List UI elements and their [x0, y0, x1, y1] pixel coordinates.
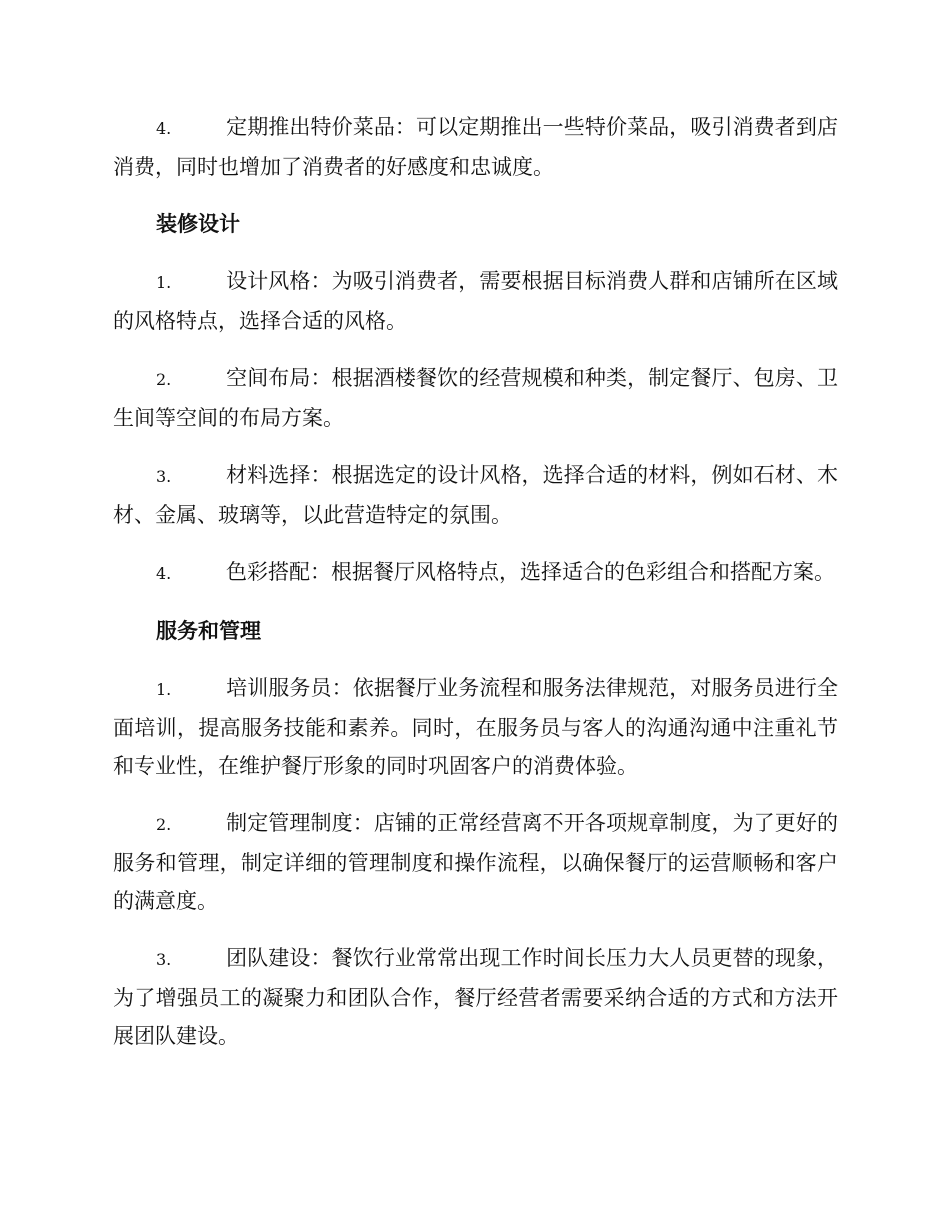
- item-number: 4.: [156, 564, 172, 583]
- item-text: 制定管理制度：店铺的正常经营离不开各项规章制度，为了更好的服务和管理，制定详细的管理制度和操作流程，以确保餐厅的运营顺畅和客户的满意度。: [113, 811, 838, 913]
- item-number: 1.: [156, 680, 172, 699]
- item-text: 团队建设：餐饮行业常常出现工作时间长压力大人员更替的现象，为了增强员工的凝聚力和团队合作，餐厅经营者需要采纳合适的方式和方法开展团队建设。: [113, 946, 838, 1048]
- item-text: 定期推出特价菜品：可以定期推出一些特价菜品，吸引消费者到店消费，同时也增加了消费者的好感度和忠诚度。: [113, 115, 838, 179]
- item-text: 设计风格：为吸引消费者，需要根据目标消费人群和店铺所在区域的风格特点，选择合适的风格。: [113, 269, 838, 333]
- list-item: [113, 669, 838, 785]
- item-text: 培训服务员：依据餐厅业务流程和服务法律规范，对服务员进行全面培训，提高服务技能和素养。同时，在服务员与客人的沟通沟通中注重礼节和专业性，在维护餐厅形象的同时巩固客户的消费体验。: [113, 676, 838, 778]
- item-number: 2.: [156, 815, 172, 834]
- item-text: 色彩搭配：根据餐厅风格特点，选择适合的色彩组合和搭配方案。: [226, 560, 835, 584]
- item-text: 空间布局：根据酒楼餐饮的经营规模和种类，制定餐厅、包房、卫生间等空间的布局方案。: [113, 366, 838, 430]
- list-item: [113, 553, 838, 593]
- list-item: [113, 262, 838, 340]
- item-number: 4.: [156, 119, 172, 138]
- item-number: 1.: [156, 273, 172, 292]
- list-item: [113, 359, 838, 437]
- list-item: [113, 939, 838, 1055]
- item-number: 3.: [156, 467, 172, 486]
- list-item: [113, 804, 838, 920]
- item-number: 2.: [156, 370, 172, 389]
- item-text: 材料选择：根据选定的设计风格，选择合适的材料，例如石材、木材、金属、玻璃等，以此营造特定的氛围。: [113, 463, 838, 527]
- list-item: [113, 456, 838, 534]
- item-number: 3.: [156, 950, 172, 969]
- list-item: [113, 108, 838, 186]
- section-heading: 装修设计: [156, 211, 240, 236]
- section-heading: 服务和管理: [156, 618, 261, 643]
